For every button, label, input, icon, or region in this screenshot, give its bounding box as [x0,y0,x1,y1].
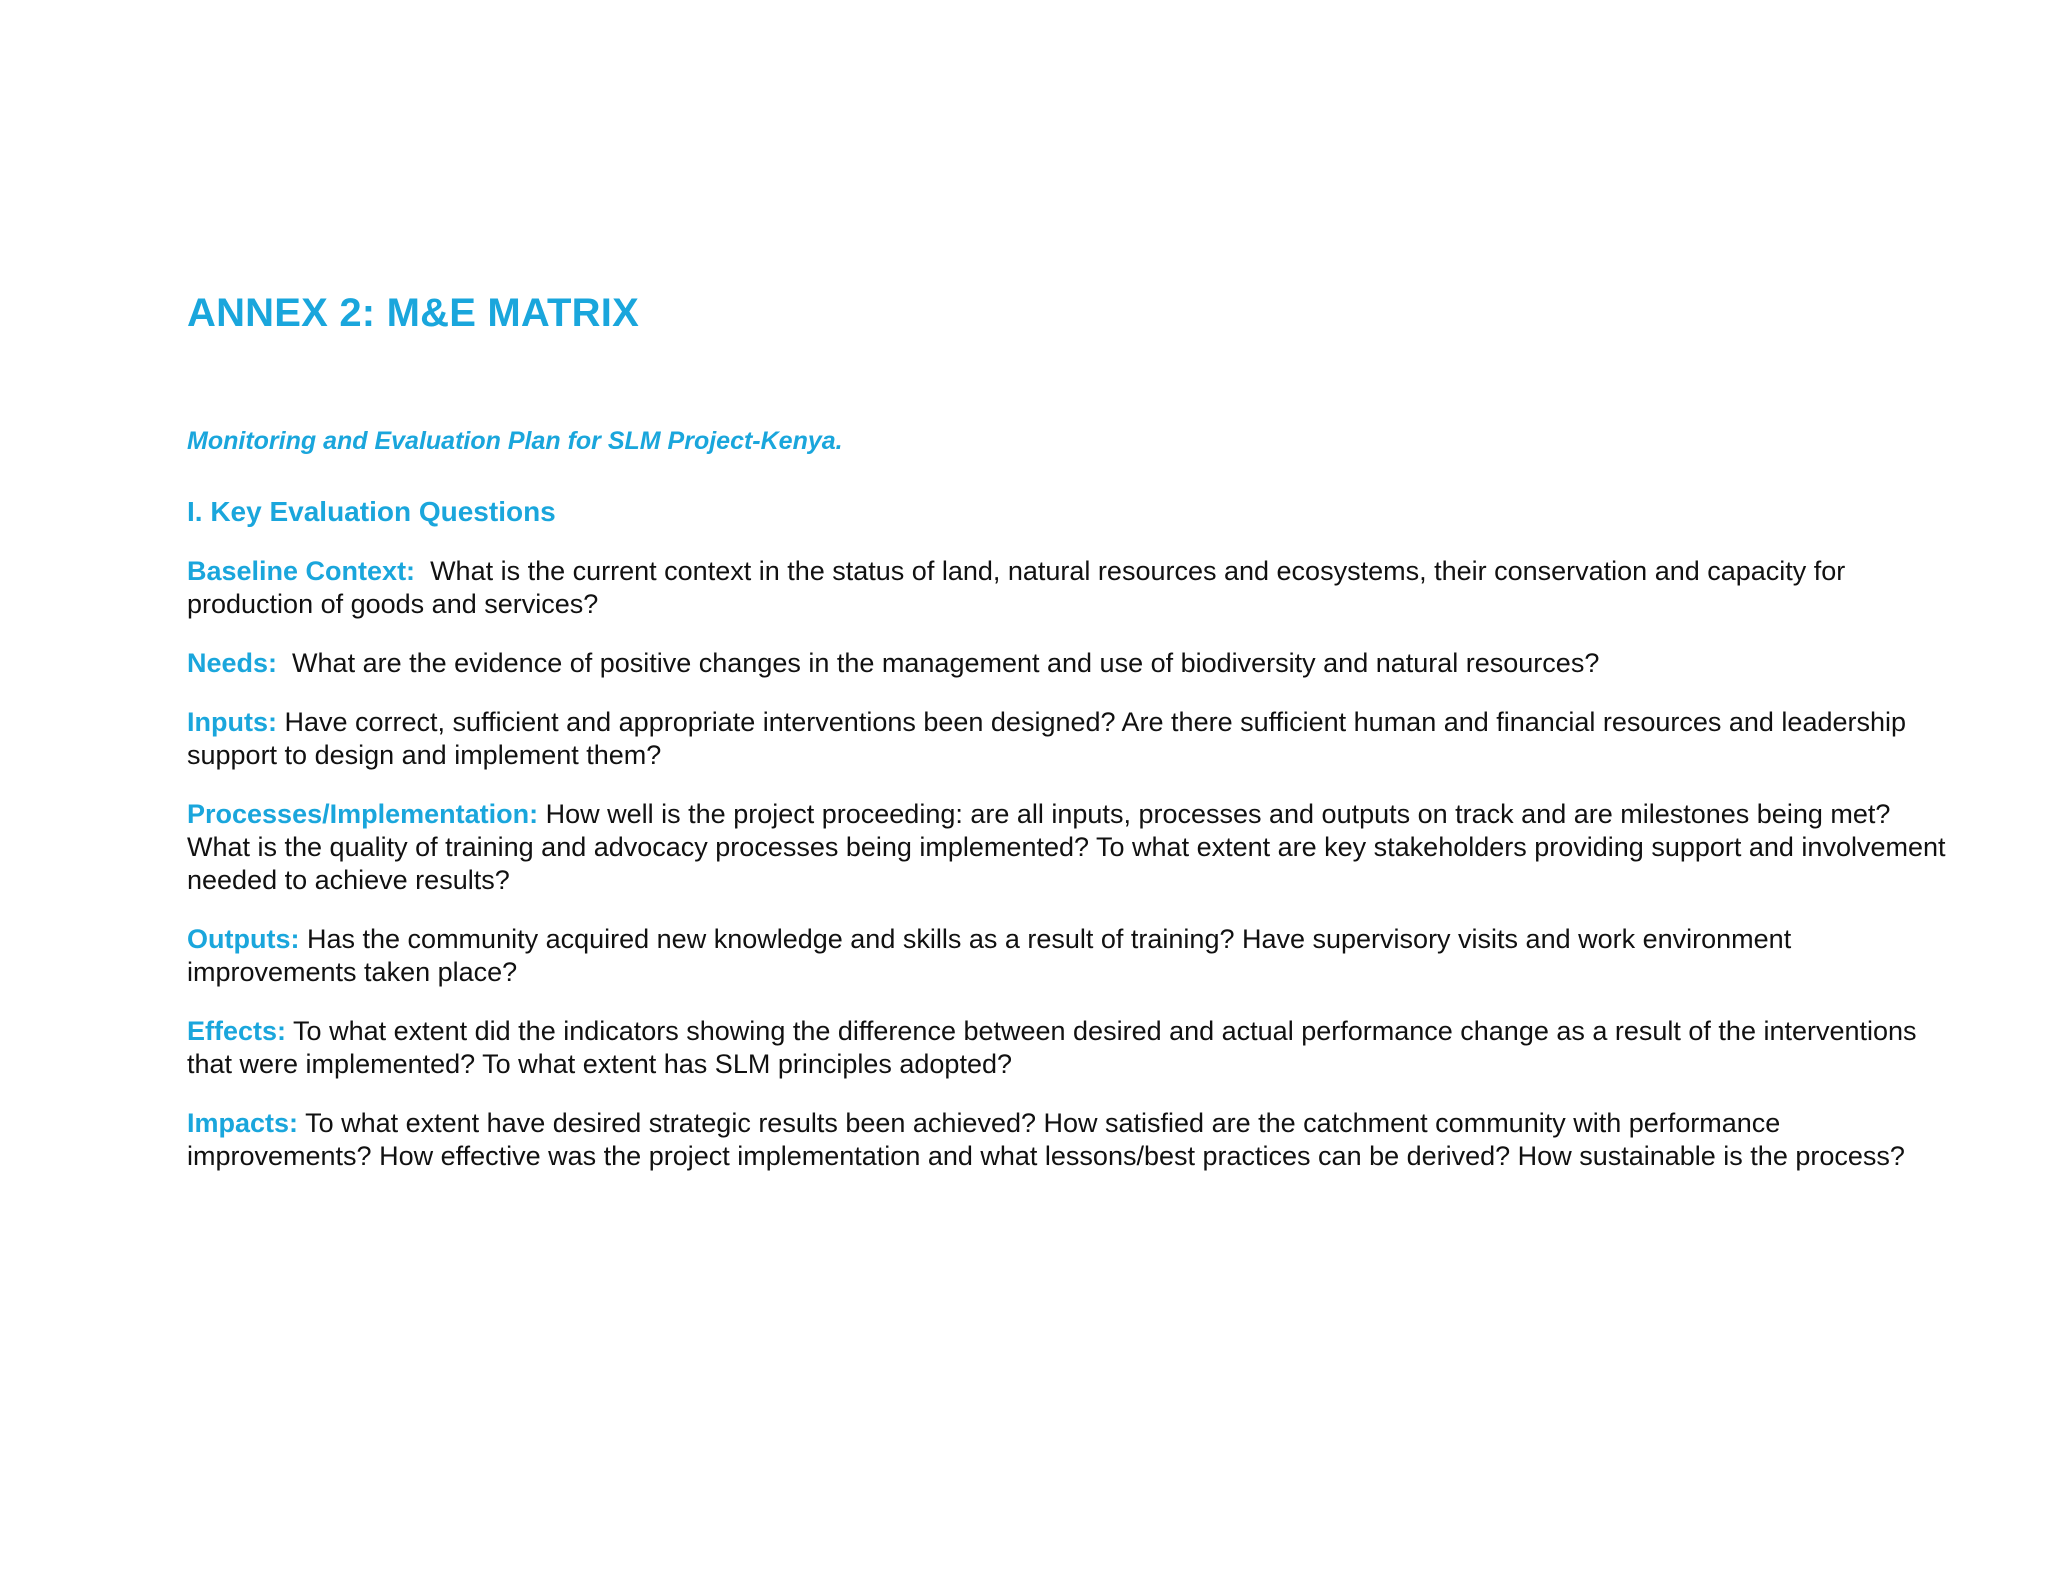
evaluation-questions [187,555,1947,1199]
question-text: How well is the project proceeding: are all inputs, processes and outputs on track and are milestones being met? What is the quality of training and advocacy processes being implemented? To what extent are key stakeholders providing support and involvement needed to achieve results? [187,799,1946,895]
question-label: Outputs: [187,924,300,954]
question-text: What are the evidence of positive changes in the management and use of biodiversity and natural resources? [292,648,1600,678]
question-outputs [187,923,1947,989]
question-label: Needs: [187,648,278,678]
question-impacts [187,1107,1947,1173]
section-heading: I. Key Evaluation Questions [187,496,556,527]
question-text: Have correct, sufficient and appropriate interventions been designed? Are there sufficient human and financial resources and leadership support to design and implement them? [187,707,1907,770]
question-effects [187,1015,1947,1081]
document-content [187,290,1947,1171]
question-label: Effects: [187,1016,287,1046]
question-text: To what extent did the indicators showing the difference between desired and actual performance change as a result of the interventions that were implemented? To what extent has SLM principles adopted? [187,1016,1917,1079]
question-label: Inputs: [187,707,277,737]
question-label: Processes/Implementation: [187,799,539,829]
question-needs [187,647,1947,680]
page-title: ANNEX 2: M&E MATRIX [187,291,639,335]
question-text: To what extent have desired strategic results been achieved? How satisfied are the catchment community with performance improvements? How effective was the project implementation and what lessons/best practices can be derived? How sustainable is the process? [187,1108,1905,1171]
question-inputs [187,706,1947,772]
question-processes [187,798,1947,897]
question-baseline-context [187,555,1947,621]
document-subtitle: Monitoring and Evaluation Plan for SLM Project-Kenya. [187,427,843,455]
question-text: What is the current context in the status of land, natural resources and ecosystems, their conservation and capacity for production of goods and services? [187,556,1846,619]
question-label: Baseline Context: [187,556,416,586]
question-text: Has the community acquired new knowledge and skills as a result of training? Have supervisory visits and work environment improvements taken place? [187,924,1792,987]
question-label: Impacts: [187,1108,299,1138]
